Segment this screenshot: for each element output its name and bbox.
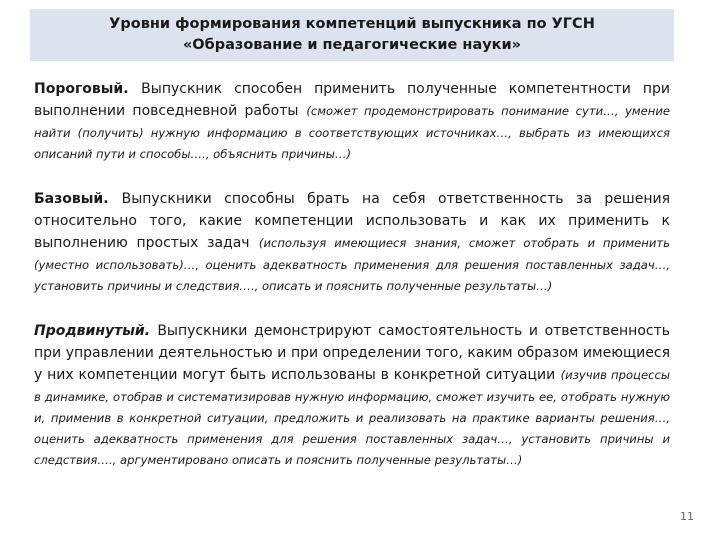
- level-threshold-paragraph: [34, 78, 670, 164]
- level-advanced-note: (изучив процессы в динамике, отобрав и систематизировав нужную информацию, сможет изучить ее, отобрать нужную и, применив в конкретной ситуации, предложить и реализовать на практике варианты решения…, оценить адекватность применения для решения поставленных задач…, установить причины и следствия…., аргументировано описать и пояснить полученные результаты…): [34, 368, 670, 467]
- level-basic-paragraph: [34, 188, 670, 296]
- level-advanced-term: Продвинутый.: [34, 323, 151, 339]
- slide-title: [30, 9, 674, 61]
- level-threshold-term: Пороговый.: [34, 81, 129, 97]
- title-line-2: «Образование и педагогические науки»: [182, 37, 522, 53]
- level-advanced-paragraph: [34, 320, 670, 470]
- level-basic-note: (используя имеющиеся знания, сможет отобрать и применить (уместно использовать)…, оценить адекватность применения для решения поставленных задач…, установить причины и следствия…., описать и пояснить полученные результаты…): [34, 236, 670, 293]
- page-number: 11: [680, 510, 694, 523]
- title-line-1: Уровни формирования компетенций выпускника по УГСН: [109, 16, 595, 32]
- level-advanced-description: Выпускники демонстрируют самостоятельность и ответственность при управлении деятельностью и при определении того, каким образом имеющиеся у них компетенции могут быть использованы в конкретной ситуации: [34, 323, 670, 383]
- content-area: [34, 78, 670, 470]
- level-basic-term: Базовый.: [34, 191, 109, 207]
- level-basic-description: Выпускники способны брать на себя ответственность за решения относительно того, какие компетенции использовать и как их применить к выполнению простых задач: [34, 191, 670, 251]
- level-threshold-note: (сможет продемонстрировать понимание сути…, умение найти (получить) нужную информацию в соответствующих источниках…, выбрать из имеющихся описаний пути и способы…., объяснить причины…): [34, 104, 670, 161]
- level-threshold-description: Выпускник способен применить полученные компетентности при выполнении повседневной работы: [34, 81, 670, 119]
